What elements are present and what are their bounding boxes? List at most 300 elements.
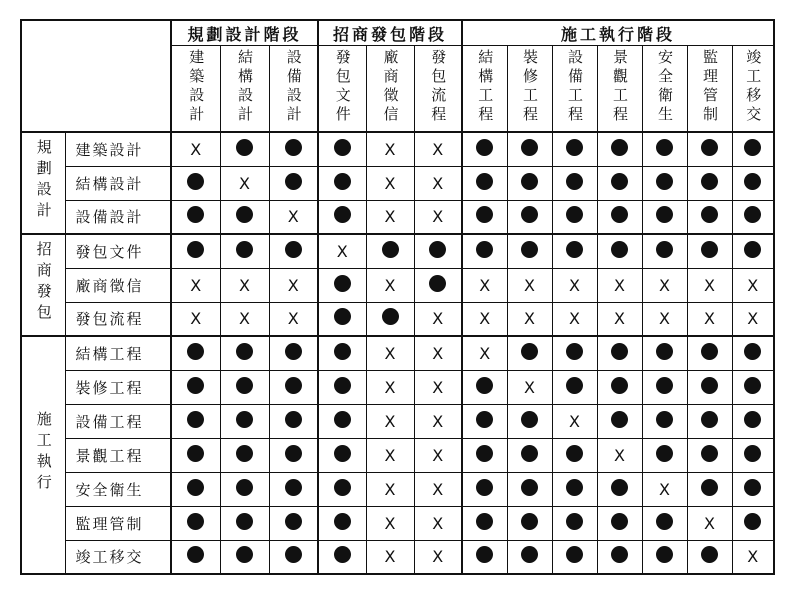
table-row xyxy=(21,132,774,166)
filled-dot-mark xyxy=(236,139,253,156)
filled-dot-mark xyxy=(744,241,761,258)
row-label: 景觀工程 xyxy=(65,438,171,472)
filled-dot-mark xyxy=(744,173,761,190)
matrix-cell xyxy=(366,438,414,472)
matrix-cell xyxy=(269,336,318,370)
matrix-cell xyxy=(732,132,774,166)
column-header-label: 設備設計 xyxy=(284,48,303,125)
filled-dot-mark xyxy=(701,206,718,223)
matrix-cell xyxy=(597,540,642,574)
matrix-cell xyxy=(507,438,552,472)
matrix-cell xyxy=(366,506,414,540)
filled-dot-mark xyxy=(236,546,253,563)
row-group-label-cell xyxy=(21,234,65,336)
filled-dot-mark xyxy=(187,173,204,190)
filled-dot-mark xyxy=(476,445,493,462)
matrix-cell xyxy=(597,472,642,506)
column-header-label: 安全衛生 xyxy=(656,48,674,125)
filled-dot-mark xyxy=(187,546,204,563)
matrix-cell xyxy=(318,200,366,234)
filled-dot-mark xyxy=(611,206,628,223)
matrix-cell xyxy=(318,166,366,200)
matrix-cell xyxy=(597,166,642,200)
matrix-cell xyxy=(732,200,774,234)
matrix-cell xyxy=(318,302,366,336)
matrix-cell xyxy=(507,234,552,268)
column-header-label: 裝修工程 xyxy=(521,48,539,125)
row-label: 發包流程 xyxy=(65,302,171,336)
filled-dot-mark xyxy=(236,206,253,223)
x-mark: X xyxy=(384,411,396,431)
filled-dot-mark xyxy=(476,377,493,394)
matrix-cell xyxy=(414,268,462,302)
filled-dot-mark xyxy=(285,546,302,563)
filled-dot-mark xyxy=(334,411,351,428)
matrix-cell xyxy=(597,336,642,370)
matrix-cell xyxy=(171,268,220,302)
x-mark: X xyxy=(432,207,444,227)
filled-dot-mark xyxy=(187,479,204,496)
filled-dot-mark xyxy=(701,445,718,462)
matrix-cell xyxy=(507,166,552,200)
column-header xyxy=(732,46,774,133)
filled-dot-mark xyxy=(236,479,253,496)
filled-dot-mark xyxy=(521,343,538,360)
row-label: 監理管制 xyxy=(65,506,171,540)
row-label: 結構工程 xyxy=(65,336,171,370)
x-mark: X xyxy=(432,411,444,431)
x-mark: X xyxy=(384,479,396,499)
x-mark: X xyxy=(432,479,444,499)
filled-dot-mark xyxy=(476,139,493,156)
matrix-cell xyxy=(414,166,462,200)
matrix-cell xyxy=(366,234,414,268)
matrix-cell xyxy=(462,472,507,506)
matrix-cell xyxy=(642,132,687,166)
x-mark: X xyxy=(569,411,580,431)
column-header xyxy=(318,46,366,133)
matrix-cell xyxy=(642,404,687,438)
matrix-cell xyxy=(687,132,732,166)
matrix-cell xyxy=(462,234,507,268)
matrix-cell xyxy=(732,166,774,200)
x-mark: X xyxy=(384,377,396,397)
filled-dot-mark xyxy=(521,546,538,563)
x-mark: X xyxy=(190,139,202,159)
x-mark: X xyxy=(190,309,202,329)
filled-dot-mark xyxy=(611,139,628,156)
matrix-cell xyxy=(171,472,220,506)
x-mark: X xyxy=(747,309,759,329)
x-mark: X xyxy=(384,275,396,295)
filled-dot-mark xyxy=(334,308,351,325)
matrix-cell xyxy=(462,302,507,336)
filled-dot-mark xyxy=(187,241,204,258)
matrix-cell xyxy=(732,302,774,336)
filled-dot-mark xyxy=(285,411,302,428)
x-mark: X xyxy=(524,377,535,397)
matrix-cell xyxy=(414,302,462,336)
row-group-label-cell xyxy=(21,336,65,574)
x-mark: X xyxy=(287,275,299,295)
filled-dot-mark xyxy=(476,411,493,428)
matrix-cell xyxy=(687,336,732,370)
matrix-cell xyxy=(462,370,507,404)
filled-dot-mark xyxy=(285,513,302,530)
filled-dot-mark xyxy=(187,377,204,394)
matrix-cell xyxy=(642,370,687,404)
matrix-cell xyxy=(220,132,269,166)
x-mark: X xyxy=(704,513,715,533)
row-label: 發包文件 xyxy=(65,234,171,268)
matrix-cell xyxy=(269,472,318,506)
row-label: 設備設計 xyxy=(65,200,171,234)
filled-dot-mark xyxy=(382,241,399,258)
x-mark: X xyxy=(287,207,299,227)
matrix-cell xyxy=(318,404,366,438)
filled-dot-mark xyxy=(334,206,351,223)
matrix-cell xyxy=(462,438,507,472)
x-mark: X xyxy=(384,343,396,363)
x-mark: X xyxy=(384,139,396,159)
row-group-label: 施工執行 xyxy=(34,411,53,495)
matrix-cell xyxy=(687,200,732,234)
table-row xyxy=(21,370,774,404)
column-header-label: 廠商徵信 xyxy=(381,48,400,125)
filled-dot-mark xyxy=(701,377,718,394)
matrix-cell xyxy=(642,540,687,574)
matrix-cell xyxy=(687,404,732,438)
filled-dot-mark xyxy=(566,377,583,394)
filled-dot-mark xyxy=(744,411,761,428)
filled-dot-mark xyxy=(744,479,761,496)
row-label: 廠商徵信 xyxy=(65,268,171,302)
filled-dot-mark xyxy=(566,479,583,496)
matrix-cell xyxy=(414,200,462,234)
matrix-cell xyxy=(597,200,642,234)
filled-dot-mark xyxy=(236,241,253,258)
x-mark: X xyxy=(479,309,491,329)
matrix-cell xyxy=(597,302,642,336)
matrix-cell xyxy=(552,132,597,166)
filled-dot-mark xyxy=(611,377,628,394)
x-mark: X xyxy=(384,513,396,533)
matrix-cell xyxy=(220,540,269,574)
column-header xyxy=(507,46,552,133)
matrix-cell xyxy=(687,370,732,404)
matrix-cell xyxy=(462,166,507,200)
matrix-cell xyxy=(642,268,687,302)
filled-dot-mark xyxy=(656,343,673,360)
filled-dot-mark xyxy=(521,445,538,462)
filled-dot-mark xyxy=(187,411,204,428)
matrix-cell xyxy=(732,472,774,506)
matrix-cell xyxy=(687,268,732,302)
matrix-cell xyxy=(414,370,462,404)
filled-dot-mark xyxy=(429,241,446,258)
filled-dot-mark xyxy=(611,173,628,190)
matrix-cell xyxy=(597,506,642,540)
filled-dot-mark xyxy=(656,241,673,258)
column-header xyxy=(269,46,318,133)
matrix-cell xyxy=(507,268,552,302)
table-row xyxy=(21,302,774,336)
matrix-cell xyxy=(597,404,642,438)
filled-dot-mark xyxy=(744,206,761,223)
column-header-label: 結構工程 xyxy=(476,48,495,125)
filled-dot-mark xyxy=(334,513,351,530)
table-row xyxy=(21,166,774,200)
x-mark: X xyxy=(614,309,625,329)
filled-dot-mark xyxy=(701,479,718,496)
filled-dot-mark xyxy=(285,343,302,360)
x-mark: X xyxy=(659,479,670,499)
matrix-cell xyxy=(269,438,318,472)
phase-header-row xyxy=(21,20,774,46)
matrix-cell xyxy=(414,336,462,370)
matrix-cell xyxy=(507,370,552,404)
row-group-label-cell xyxy=(21,132,65,234)
x-mark: X xyxy=(239,173,250,193)
row-label: 結構設計 xyxy=(65,166,171,200)
matrix-cell xyxy=(507,132,552,166)
filled-dot-mark xyxy=(334,377,351,394)
x-mark: X xyxy=(432,139,444,159)
matrix-cell xyxy=(552,336,597,370)
matrix-cell xyxy=(687,506,732,540)
matrix-cell xyxy=(414,234,462,268)
matrix-cell xyxy=(642,234,687,268)
matrix-cell xyxy=(366,336,414,370)
matrix-cell xyxy=(269,166,318,200)
matrix-cell xyxy=(732,506,774,540)
column-header xyxy=(642,46,687,133)
matrix-cell xyxy=(318,336,366,370)
x-mark: X xyxy=(432,513,444,533)
matrix-cell xyxy=(642,438,687,472)
x-mark: X xyxy=(614,445,625,465)
matrix-cell xyxy=(462,506,507,540)
matrix-cell xyxy=(552,438,597,472)
matrix-cell xyxy=(597,370,642,404)
filled-dot-mark xyxy=(382,308,399,325)
filled-dot-mark xyxy=(285,479,302,496)
matrix-cell xyxy=(597,438,642,472)
filled-dot-mark xyxy=(744,343,761,360)
matrix-cell xyxy=(318,234,366,268)
matrix-cell xyxy=(552,540,597,574)
matrix-cell xyxy=(687,302,732,336)
filled-dot-mark xyxy=(334,343,351,360)
matrix-cell xyxy=(269,370,318,404)
column-header xyxy=(171,46,220,133)
column-header xyxy=(220,46,269,133)
matrix-cell xyxy=(552,404,597,438)
filled-dot-mark xyxy=(429,275,446,292)
matrix-cell xyxy=(269,404,318,438)
matrix-cell xyxy=(732,438,774,472)
filled-dot-mark xyxy=(187,513,204,530)
column-header xyxy=(552,46,597,133)
matrix-cell xyxy=(732,336,774,370)
filled-dot-mark xyxy=(285,139,302,156)
filled-dot-mark xyxy=(334,445,351,462)
matrix-cell xyxy=(171,540,220,574)
matrix-cell xyxy=(318,370,366,404)
matrix-cell xyxy=(552,370,597,404)
x-mark: X xyxy=(614,275,625,295)
corner-cell xyxy=(21,20,171,132)
matrix-cell xyxy=(462,540,507,574)
matrix-cell xyxy=(507,540,552,574)
matrix-cell xyxy=(269,302,318,336)
matrix-cell xyxy=(171,132,220,166)
matrix-cell xyxy=(552,302,597,336)
x-mark: X xyxy=(384,173,396,193)
matrix-cell xyxy=(366,404,414,438)
matrix-cell xyxy=(732,234,774,268)
matrix-cell xyxy=(462,268,507,302)
matrix-cell xyxy=(269,132,318,166)
matrix-body xyxy=(21,132,774,574)
matrix-cell xyxy=(171,370,220,404)
filled-dot-mark xyxy=(521,206,538,223)
column-header-label: 竣工移交 xyxy=(744,48,763,125)
filled-dot-mark xyxy=(611,546,628,563)
filled-dot-mark xyxy=(744,513,761,530)
table-row xyxy=(21,234,774,268)
filled-dot-mark xyxy=(521,139,538,156)
matrix-cell xyxy=(462,200,507,234)
filled-dot-mark xyxy=(521,513,538,530)
x-mark: X xyxy=(190,275,202,295)
column-header-label: 監理管制 xyxy=(701,48,719,125)
table-row xyxy=(21,200,774,234)
matrix-cell xyxy=(552,506,597,540)
filled-dot-mark xyxy=(701,546,718,563)
filled-dot-mark xyxy=(236,411,253,428)
filled-dot-mark xyxy=(656,173,673,190)
column-header xyxy=(597,46,642,133)
filled-dot-mark xyxy=(656,411,673,428)
x-mark: X xyxy=(239,275,250,295)
filled-dot-mark xyxy=(285,377,302,394)
x-mark: X xyxy=(704,275,715,295)
matrix-cell xyxy=(269,234,318,268)
matrix-cell xyxy=(171,166,220,200)
matrix-cell xyxy=(414,438,462,472)
matrix-cell xyxy=(642,166,687,200)
x-mark: X xyxy=(479,275,491,295)
filled-dot-mark xyxy=(701,173,718,190)
filled-dot-mark xyxy=(521,479,538,496)
x-mark: X xyxy=(384,547,396,567)
matrix-cell xyxy=(220,370,269,404)
matrix-cell xyxy=(269,540,318,574)
phase-header-2: 招商發包階段 xyxy=(318,20,462,46)
matrix-cell xyxy=(171,234,220,268)
matrix-cell xyxy=(318,132,366,166)
matrix-cell xyxy=(597,268,642,302)
filled-dot-mark xyxy=(701,139,718,156)
filled-dot-mark xyxy=(656,513,673,530)
column-header-label: 建築設計 xyxy=(187,48,206,125)
matrix-cell xyxy=(462,336,507,370)
column-header xyxy=(462,46,507,133)
x-mark: X xyxy=(432,377,444,397)
matrix-cell xyxy=(642,506,687,540)
filled-dot-mark xyxy=(334,139,351,156)
matrix-cell xyxy=(642,472,687,506)
filled-dot-mark xyxy=(521,173,538,190)
filled-dot-mark xyxy=(566,173,583,190)
matrix-cell xyxy=(597,132,642,166)
column-header-label: 發包文件 xyxy=(333,48,352,125)
column-header xyxy=(687,46,732,133)
matrix-cell xyxy=(687,234,732,268)
table-row xyxy=(21,438,774,472)
filled-dot-mark xyxy=(744,139,761,156)
column-header-label: 結構設計 xyxy=(236,48,254,125)
matrix-cell xyxy=(269,506,318,540)
matrix-cell xyxy=(414,404,462,438)
filled-dot-mark xyxy=(701,411,718,428)
x-mark: X xyxy=(659,309,670,329)
x-mark: X xyxy=(287,309,299,329)
filled-dot-mark xyxy=(236,513,253,530)
filled-dot-mark xyxy=(521,241,538,258)
row-group-label: 招商發包 xyxy=(34,241,53,325)
filled-dot-mark xyxy=(701,241,718,258)
x-mark: X xyxy=(524,309,535,329)
filled-dot-mark xyxy=(611,513,628,530)
row-label: 設備工程 xyxy=(65,404,171,438)
filled-dot-mark xyxy=(476,241,493,258)
matrix-cell xyxy=(414,506,462,540)
matrix-cell xyxy=(220,268,269,302)
matrix-cell xyxy=(220,234,269,268)
filled-dot-mark xyxy=(187,445,204,462)
matrix-cell xyxy=(642,336,687,370)
filled-dot-mark xyxy=(566,546,583,563)
column-header-label: 發包流程 xyxy=(429,48,448,125)
matrix-cell xyxy=(507,200,552,234)
x-mark: X xyxy=(432,173,444,193)
filled-dot-mark xyxy=(476,173,493,190)
x-mark: X xyxy=(384,207,396,227)
matrix-cell xyxy=(269,268,318,302)
table-row xyxy=(21,472,774,506)
matrix-cell xyxy=(366,268,414,302)
filled-dot-mark xyxy=(656,206,673,223)
filled-dot-mark xyxy=(476,206,493,223)
matrix-cell xyxy=(732,404,774,438)
row-group-label: 規劃設計 xyxy=(34,139,53,223)
x-mark: X xyxy=(569,275,580,295)
filled-dot-mark xyxy=(236,343,253,360)
matrix-cell xyxy=(318,268,366,302)
matrix-cell xyxy=(220,166,269,200)
filled-dot-mark xyxy=(236,445,253,462)
matrix-cell xyxy=(220,438,269,472)
x-mark: X xyxy=(432,445,444,465)
table-row xyxy=(21,540,774,574)
matrix-cell xyxy=(552,166,597,200)
x-mark: X xyxy=(384,445,396,465)
matrix-cell xyxy=(366,370,414,404)
x-mark: X xyxy=(432,343,444,363)
matrix-cell xyxy=(552,234,597,268)
